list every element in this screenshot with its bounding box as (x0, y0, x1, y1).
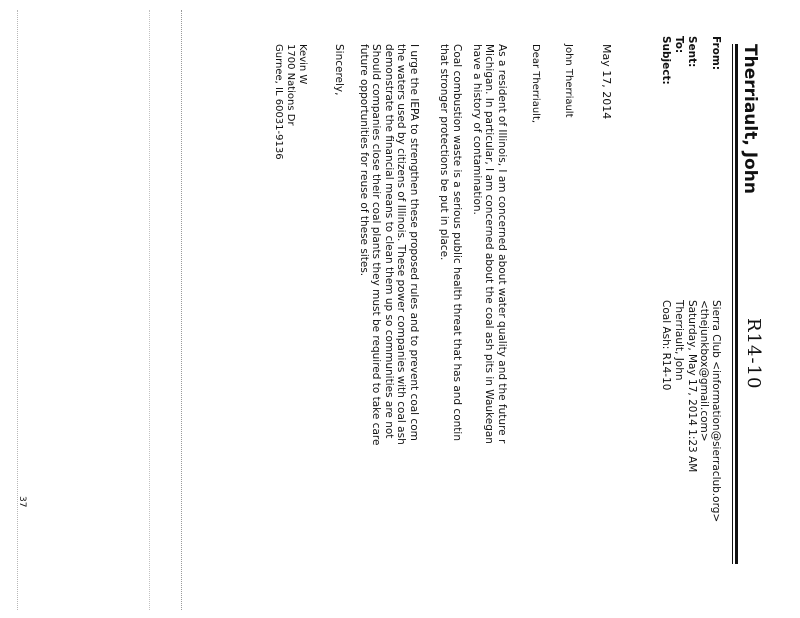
from-value-email: <thejunkbox@gmail.com> (698, 300, 710, 442)
paragraph-line: Michigan. In particular, I am concerned about the coal ash pits in Waukegan (483, 44, 496, 444)
paragraph-line: that stronger protections be put in place. (438, 44, 451, 261)
letter-date: May 17, 2014 (600, 44, 613, 120)
salutation: Dear Therriault, (530, 44, 541, 124)
sent-value: Saturday, May 17, 2014 1:23 AM (686, 300, 698, 473)
scan-artifact-line (149, 10, 150, 610)
recipient-header-name: Therriault, John (740, 44, 760, 194)
to-value: Therriault, John (673, 300, 685, 381)
subject-label: Subject: (660, 36, 672, 85)
paragraph-line: Coal combustion waste is a serious public health threat that has and contin (451, 44, 463, 441)
sent-label: Sent: (686, 36, 698, 68)
paragraph-line: the waters used by citizens of Illinois. These power companies with coal ash (395, 44, 408, 445)
paragraph-line: future opportunities for reuse of these sites. (358, 44, 370, 277)
signer-address-line1: 1700 Nations Dr (285, 44, 296, 126)
paragraph-line: I urge the IEPA to strengthen these proposed rules and to prevent coal com (408, 44, 420, 441)
to-label: To: (673, 36, 685, 54)
subject-value: Coal Ash: R14-10 (660, 300, 672, 391)
paragraph-line: As a resident of Illinois, I am concerned about water quality and the future r (496, 44, 508, 444)
header-rule-thick (735, 44, 738, 564)
page-number: 37 (17, 496, 27, 508)
signer-name: Kevin W (297, 44, 308, 85)
paragraph-line: have a history of contamination. (471, 44, 483, 215)
paragraph-line: Should companies close their coal plants they must be required to take care (370, 44, 383, 446)
scan-artifact-line (181, 10, 182, 610)
paragraph-line: demonstrate the financial means to clean them up so communities are not (383, 44, 395, 439)
signer-address-line2: Gurnee, IL 60031-9136 (273, 44, 284, 160)
paragraph-2 (438, 44, 463, 441)
letter-recipient: John Therriault (563, 44, 574, 118)
header-rule-thin (732, 44, 733, 564)
from-value: Sierra Club <information@sierraclub.org> (710, 300, 722, 523)
closing: Sincerely, (333, 44, 345, 96)
from-label: From: (710, 36, 722, 71)
paragraph-1 (471, 44, 509, 444)
document-id: R14-10 (743, 318, 764, 390)
paragraph-3 (358, 44, 421, 445)
scan-artifact-line (17, 10, 18, 610)
